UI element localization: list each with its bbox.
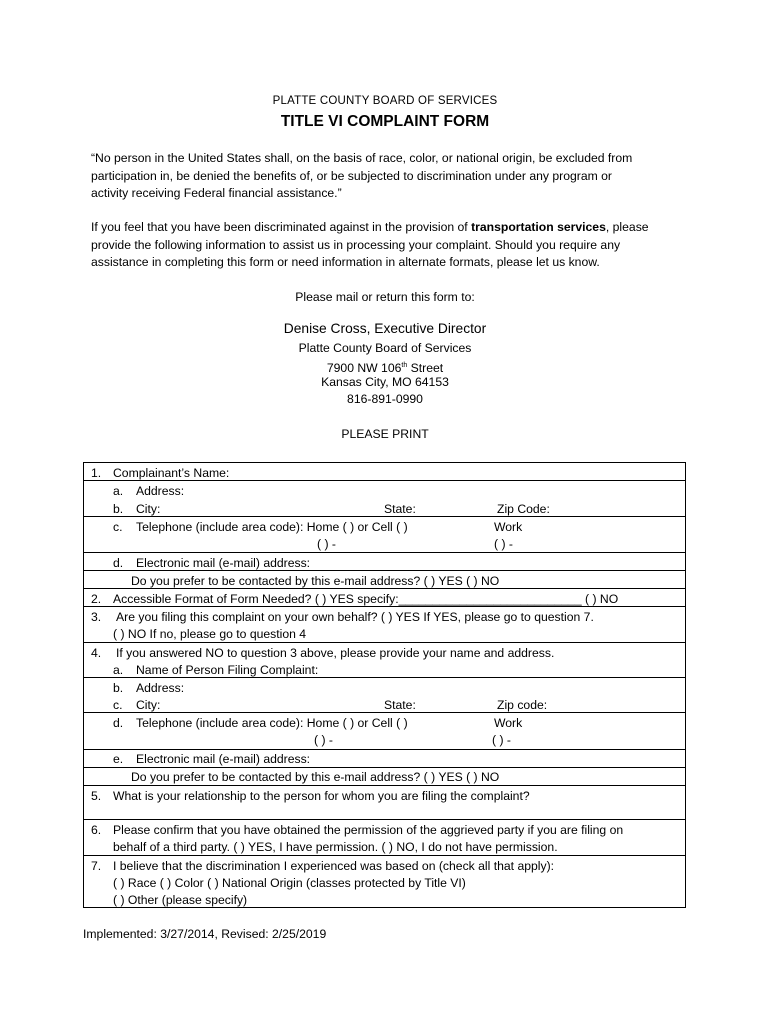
q4-state-label[interactable]: State: xyxy=(384,698,416,712)
contact-street: 7900 NW 106th Street xyxy=(326,361,444,376)
row-divider xyxy=(84,767,685,768)
q6-number: 6. xyxy=(91,823,102,837)
mail-prompt: Please mail or return this form to: xyxy=(295,290,475,304)
q1-address-label[interactable]: Address: xyxy=(136,484,185,498)
revision-footer: Implemented: 3/27/2014, Revised: 2/25/2019 xyxy=(83,927,327,941)
q1-number: 1. xyxy=(91,466,102,480)
contact-phone: 816-891-0990 xyxy=(347,392,423,406)
q1-contact-preference[interactable]: Do you prefer to be contacted by this e-mail address? ( ) YES ( ) NO xyxy=(131,574,500,588)
row-divider xyxy=(84,855,685,856)
q1-telephone-label[interactable]: Telephone (include area code): Home ( ) or Cell ( ) xyxy=(136,520,408,534)
q2-number: 2. xyxy=(91,592,102,606)
q3-own-behalf[interactable]: Are you filing this complaint on your own behalf? ( ) YES If YES, please go to question 7. xyxy=(116,610,594,624)
q4-number: 4. xyxy=(91,646,102,660)
q6-permission-label: Please confirm that you have obtained the permission of the aggrieved party if you are filing on xyxy=(113,823,624,837)
q4-address-label[interactable]: Address: xyxy=(136,681,185,695)
mailing-address xyxy=(0,340,770,408)
q1-email-label[interactable]: Electronic mail (e-mail) address: xyxy=(136,556,311,570)
row-divider xyxy=(84,819,685,820)
please-print-note: PLEASE PRINT xyxy=(341,427,429,441)
contact-city: Kansas City, MO 64153 xyxy=(321,375,449,389)
row-divider xyxy=(84,588,685,589)
q4-home-phone-blank[interactable]: ( ) - xyxy=(314,733,333,747)
q1-state-label[interactable]: State: xyxy=(384,502,416,516)
q4-filer-name-label[interactable]: Name of Person Filing Complaint: xyxy=(136,663,319,677)
row-divider xyxy=(84,552,685,553)
q1-city-label[interactable]: City: xyxy=(136,502,161,516)
row-divider xyxy=(84,749,685,750)
transportation-services-emphasis: transportation services xyxy=(471,220,606,234)
row-divider xyxy=(84,712,685,713)
q5-number: 5. xyxy=(91,789,102,803)
q5-relationship-label[interactable]: What is your relationship to the person for whom you are filing the complaint? xyxy=(113,789,530,803)
row-divider xyxy=(84,570,685,571)
row-divider xyxy=(84,677,685,678)
q6-permission-options[interactable]: behalf of a third party. ( ) YES, I have permission. ( ) NO, I do not have permission. xyxy=(113,840,558,854)
q4-work-label[interactable]: Work xyxy=(494,716,523,730)
q7-number: 7. xyxy=(91,859,102,873)
contact-org: Platte County Board of Services xyxy=(298,341,472,355)
row-divider xyxy=(84,642,685,643)
org-heading: PLATTE COUNTY BOARD OF SERVICES xyxy=(272,95,498,107)
form-title: TITLE VI COMPLAINT FORM xyxy=(280,113,490,130)
row-divider xyxy=(84,606,685,607)
q2-accessible-format[interactable]: Accessible Format of Form Needed? ( ) YES specify:___________________________ ( ) NO xyxy=(113,592,619,606)
q4-work-phone-blank[interactable]: ( ) - xyxy=(492,733,511,747)
complaint-form-table: 1. Complainant’s Name: a. Address: b. City: State: Zip Code: c. Telephone (include area code): Home ( ) or Cell ( ) Work ( ) - ( ) - d. Electronic mail (e-mail) address: Do you prefer to be contacted by this e-mail address? ( ) YES ( ) NO 2. Accessible Format of Form Needed? ( ) YES specify:___________________________ ( ) NO 3. Are you filing this complaint on your own behalf? ( ) YES If YES, please go to question 7. ( ) NO If no, please go to question 4 4. If you answered NO to question 3 above, please provide your name and address. a. Name of Person Filing Complaint: b. Address: c. City: State: Zip code: d. Telephone (include area code): Home ( ) or Cell ( ) Work ( ) - ( ) - e. Electronic mail (e-mail) address: Do you prefer to be contacted by this e-mail address? ( ) YES ( ) NO 5. What is your relationship to the person for whom you are filing the complaint? 6. Please confirm that you have obtained the permission of the aggrieved party if you are filing on behalf of a third party. ( ) YES, I have permission. ( ) NO, I do not have permission. 7. I believe that the discrimination I experienced was based on (check all that apply): ( ) Race ( ) Color ( ) National Origin (classes protected by Title VI) ( ) Other (please specify) xyxy=(83,462,686,908)
q3-no-option[interactable]: ( ) NO If no, please go to question 4 xyxy=(113,627,307,641)
q1-home-phone-blank[interactable]: ( ) - xyxy=(317,537,336,551)
q7-basis-label: I believe that the discrimination I experienced was based on (check all that apply): xyxy=(113,859,555,873)
q7-other-option[interactable]: ( ) Other (please specify) xyxy=(113,893,248,907)
q7-protected-classes[interactable]: ( ) Race ( ) Color ( ) National Origin (classes protected by Title VI) xyxy=(113,876,466,890)
q1-complainant-name-label[interactable]: Complainant’s Name: xyxy=(113,466,230,480)
q1-work-phone-blank[interactable]: ( ) - xyxy=(494,537,513,551)
row-divider xyxy=(84,516,685,517)
q4-telephone-label[interactable]: Telephone (include area code): Home ( ) or Cell ( ) xyxy=(136,716,408,730)
q4-email-label[interactable]: Electronic mail (e-mail) address: xyxy=(136,752,311,766)
q4-contact-preference[interactable]: Do you prefer to be contacted by this e-mail address? ( ) YES ( ) NO xyxy=(131,770,500,784)
nondiscrimination-quote: “No person in the United States shall, on the basis of race, color, or national origin, be excluded from participation in, be denied the benefits of, or be subjected to discrimination under any program or activity receiving Federal financial assistance.” xyxy=(91,151,633,200)
instructions-paragraph: If you feel that you have been discriminated against in the provision of transportation services, please provide the following information to assist us in processing your complaint. Should you require any assistance in completing this form or need information in alternate formats, please let us know. xyxy=(91,220,649,269)
contact-name: Denise Cross, Executive Director xyxy=(283,321,487,336)
q4-label: If you answered NO to question 3 above, please provide your name and address. xyxy=(116,646,555,660)
q4-city-label[interactable]: City: xyxy=(136,698,161,712)
row-divider xyxy=(84,785,685,786)
q4-zip-label[interactable]: Zip code: xyxy=(497,698,548,712)
q1-zip-label[interactable]: Zip Code: xyxy=(497,502,550,516)
q1-work-label[interactable]: Work xyxy=(494,520,523,534)
row-divider xyxy=(84,480,685,481)
q3-number: 3. xyxy=(91,610,102,624)
